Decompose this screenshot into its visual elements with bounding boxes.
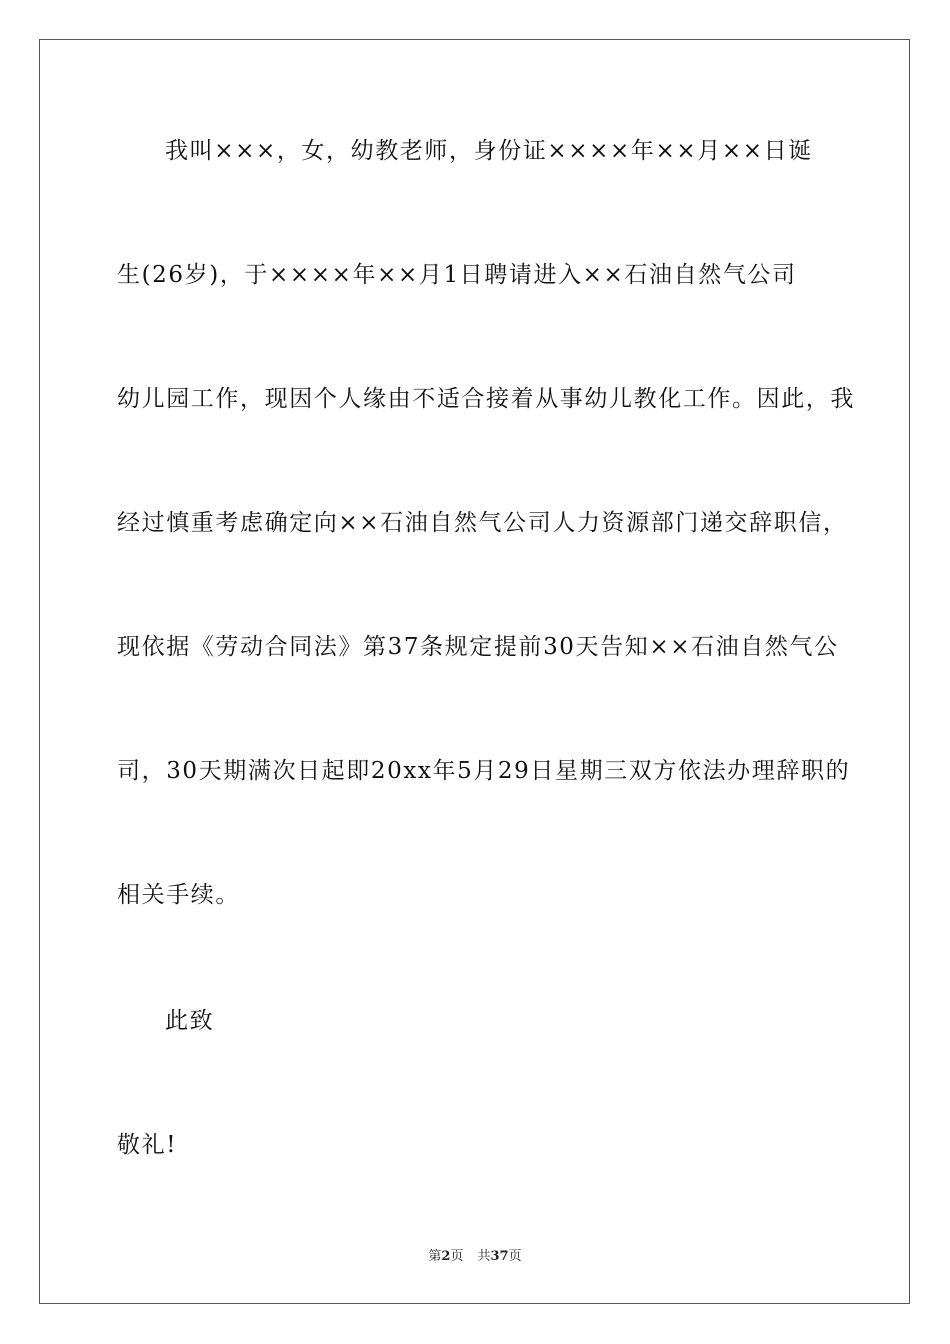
page-footer bbox=[0, 1248, 950, 1266]
footer-page-number: 2 bbox=[441, 1249, 451, 1264]
body-line-5: 现依据《劳动合同法》第37条规定提前30天告知××石油自然气公 bbox=[117, 634, 839, 660]
body-line-3: 幼儿园工作，现因个人缘由不适合接着从事幼儿教化工作。因此，我 bbox=[117, 386, 855, 412]
footer-page-prefix: 第 bbox=[428, 1249, 442, 1264]
closing-regards: 敬礼! bbox=[117, 1132, 178, 1158]
closing-salutation: 此致 bbox=[165, 1008, 215, 1034]
page-border bbox=[39, 39, 910, 1304]
footer-total-suffix: 页 bbox=[508, 1249, 522, 1264]
body-line-4: 经过慎重考虑确定向××石油自然气公司人力资源部门递交辞职信， bbox=[117, 510, 848, 536]
body-line-6: 司，30天期满次日起即20xx年5月29日星期三双方依法办理辞职的 bbox=[117, 758, 851, 784]
body-line-1: 我叫×××，女，幼教老师，身份证××××年××月××日诞 bbox=[165, 138, 813, 164]
body-line-7: 相关手续。 bbox=[117, 882, 240, 908]
footer-total-prefix: 共 bbox=[477, 1249, 491, 1264]
footer-total-pages: 37 bbox=[490, 1249, 509, 1264]
footer-page-suffix: 页 bbox=[450, 1249, 464, 1264]
body-line-2: 生(26岁)，于××××年××月1日聘请进入××石油自然气公司 bbox=[117, 262, 797, 288]
